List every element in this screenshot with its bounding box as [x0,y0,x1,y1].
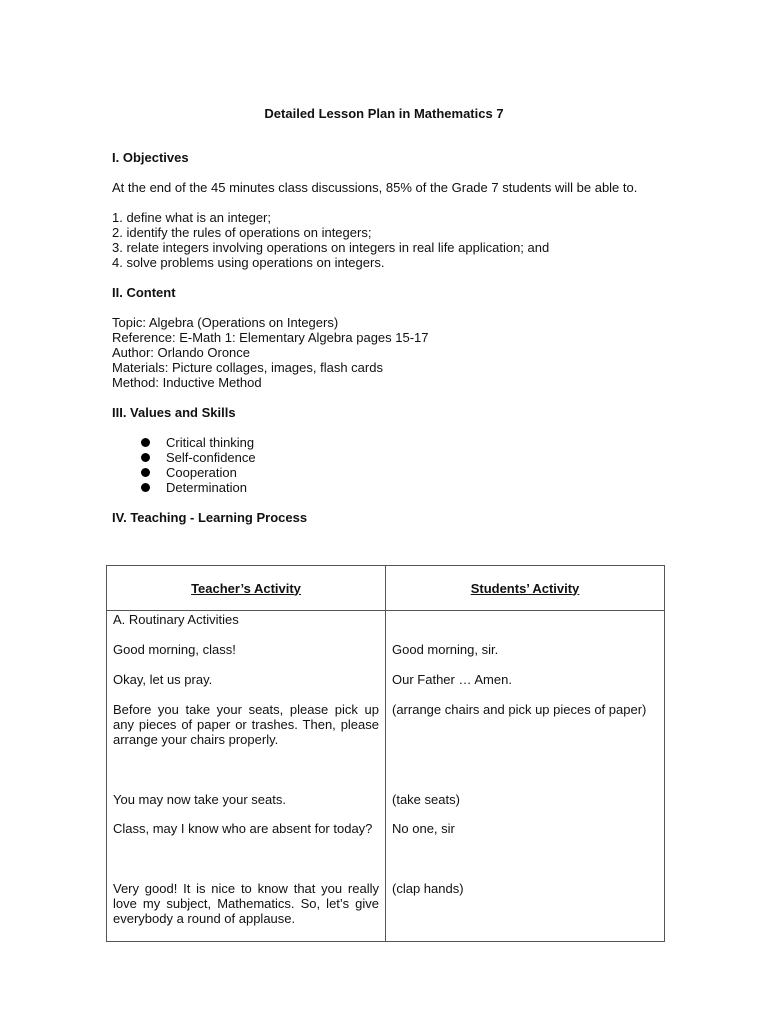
table-row [107,611,665,942]
table-header-row [107,566,665,611]
bullet-icon [141,453,150,462]
teacher-line: Very good! It is nice to know that you really love my subject, Mathematics. So, let’s give everybody a round of applause. [113,881,379,926]
objectives-heading: I. Objectives [112,150,189,165]
content-heading: II. Content [112,285,176,300]
students-line: Our Father … Amen. [392,672,512,687]
teacher-line: Before you take your seats, please pick up any pieces of paper or trashes. Then, please arrange your chairs properly. [113,702,379,747]
students-activity-header: Students’ Activity [386,566,665,611]
values-list-item: Critical thinking [112,435,652,450]
students-line: (clap hands) [392,881,464,896]
process-heading: IV. Teaching - Learning Process [112,510,308,525]
objective-item: 3. relate integers involving operations on integers in real life application; and [112,240,550,255]
values-list-item: Self-confidence [112,450,652,465]
document-body [112,150,652,525]
content-method: Method: Inductive Method [112,375,262,390]
content-topic: Topic: Algebra (Operations on Integers) [112,315,339,330]
students-line: No one, sir [392,821,455,836]
teacher-line: Okay, let us pray. [113,672,213,687]
teacher-activity-cell [107,611,386,942]
activity-table [106,565,665,942]
values-heading: III. Values and Skills [112,405,236,420]
values-list-item: Determination [112,480,652,495]
values-list [112,435,652,495]
bullet-icon [141,438,150,447]
content-materials: Materials: Picture collages, images, flash cards [112,360,383,375]
objective-item: 2. identify the rules of operations on integers; [112,225,372,240]
teacher-line: You may now take your seats. [113,792,286,807]
objective-item: 1. define what is an integer; [112,210,271,225]
teacher-activity-header: Teacher’s Activity [107,566,386,611]
content-author: Author: Orlando Oronce [112,345,251,360]
section-label: A. Routinary Activities [113,612,239,627]
students-line: Good morning, sir. [392,642,499,657]
objective-item: 4. solve problems using operations on integers. [112,255,385,270]
students-activity-cell [386,611,665,942]
students-line: (arrange chairs and pick up pieces of paper) [392,702,647,717]
content-reference: Reference: E-Math 1: Elementary Algebra pages 15-17 [112,330,429,345]
teacher-line: Class, may I know who are absent for today? [113,821,373,836]
document-title: Detailed Lesson Plan in Mathematics 7 [264,106,504,121]
objectives-intro: At the end of the 45 minutes class discussions, 85% of the Grade 7 students will be able to. [112,180,638,195]
teacher-line: Good morning, class! [113,642,236,657]
bullet-icon [141,468,150,477]
values-list-item: Cooperation [112,465,652,480]
students-line: (take seats) [392,792,460,807]
bullet-icon [141,483,150,492]
